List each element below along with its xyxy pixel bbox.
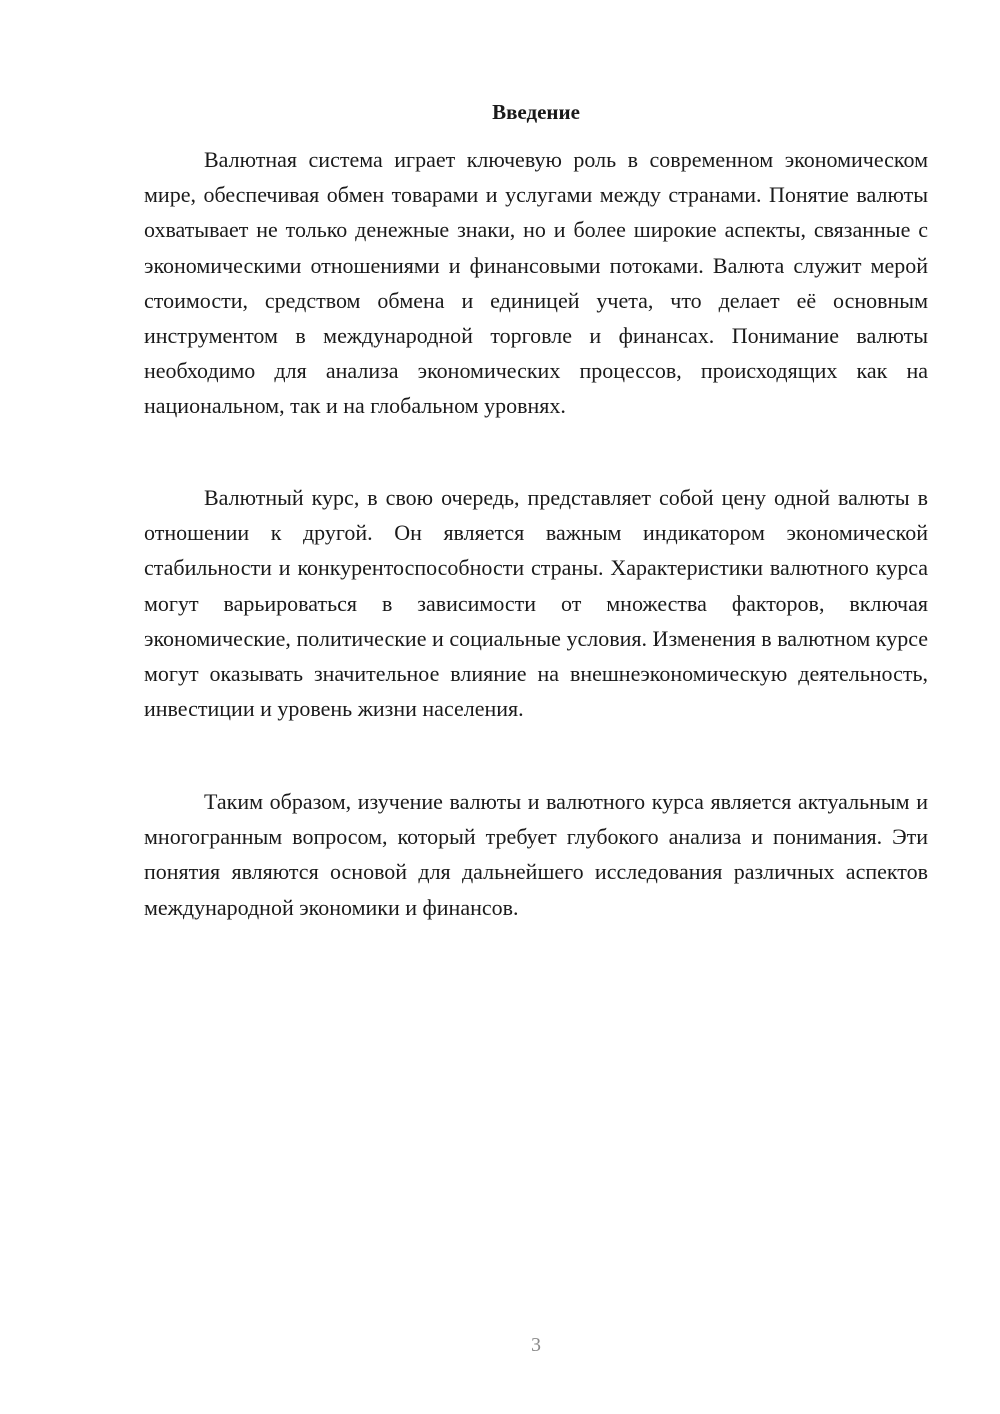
section-title: Введение xyxy=(492,100,580,124)
paragraph-2: Валютный курс, в свою очередь, представляет собой цену одной валюты в отношении к другой. Он является важным индикатором экономической стабильности и конкурентоспособности страны. Характеристики валютного курса могут варьироваться в зависимости от множества факторов, включая экономические, политические и социальные условия. Изменения в валютном курсе могут оказывать значительное влияние на внешнеэкономическую деятельность, инвестиции и уровень жизни населения. xyxy=(144,485,928,722)
paragraph-1: Валютная система играет ключевую роль в современном экономическом мире, обеспечивая обмен товарами и услугами между странами. Понятие валюты охватывает не только денежные знаки, но и более широкие аспекты, связанные с экономическими отношениями и финансовыми потоками. Валюта служит мерой стоимости, средством обмена и единицей учета, что делает её основным инструментом в международной торговле и финансах. Понимание валюты необходимо для анализа экономических процессов, происходящих как на национальном, так и на глобальном уровнях. xyxy=(144,147,928,419)
paragraph-3: Таким образом, изучение валюты и валютного курса является актуальным и многогранным вопросом, который требует глубокого анализа и понимания. Эти понятия являются основой для дальнейшего исследования различных аспектов международной экономики и финансов. xyxy=(144,789,928,920)
page-number: 3 xyxy=(531,1334,541,1356)
